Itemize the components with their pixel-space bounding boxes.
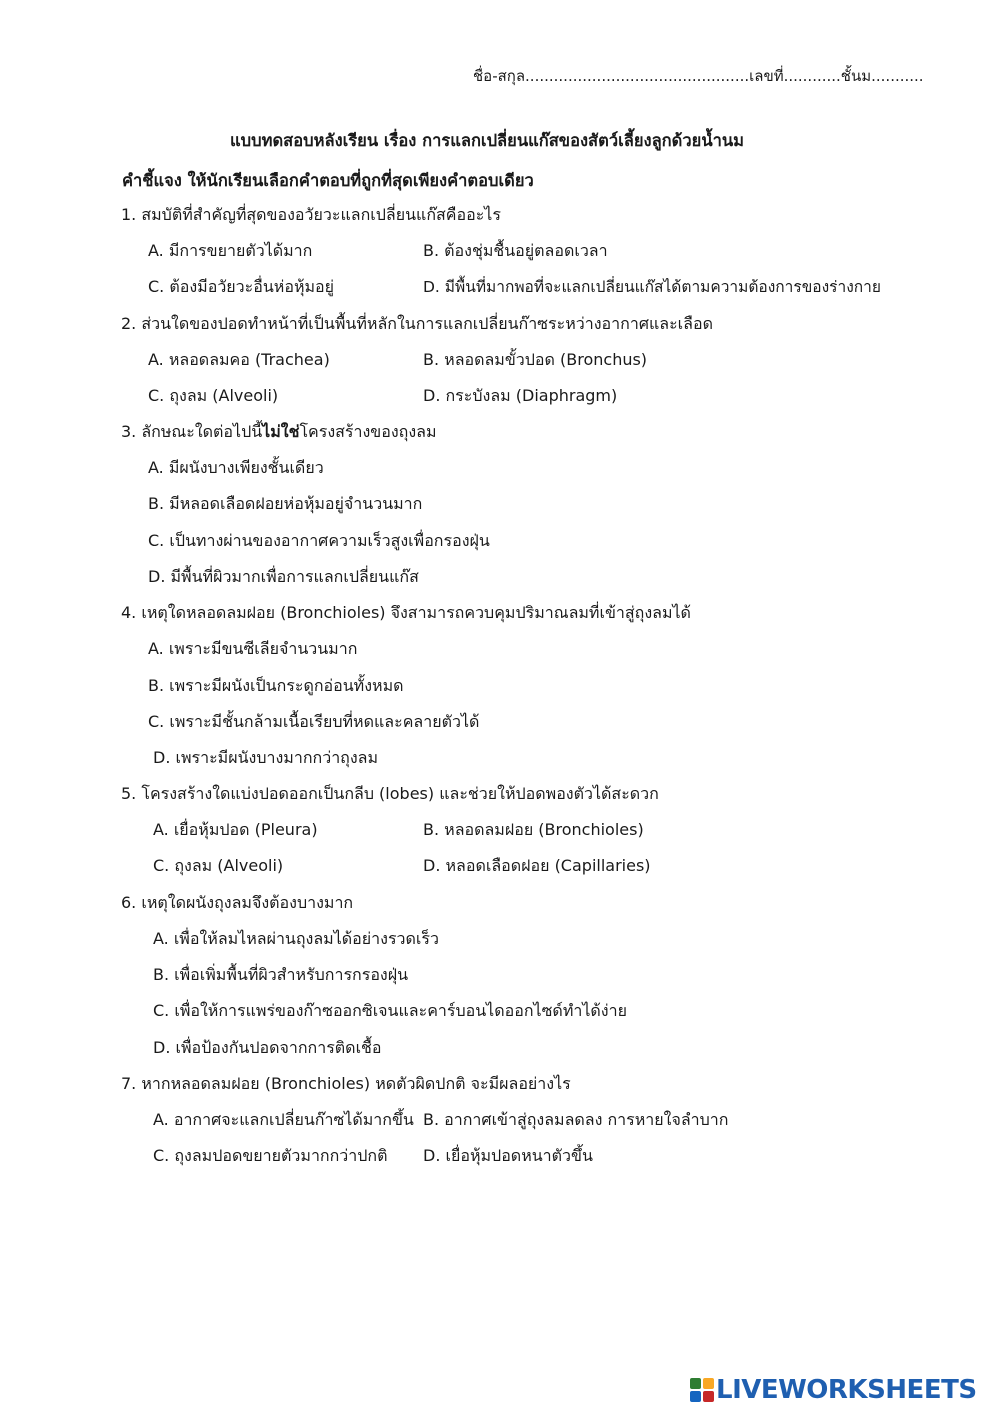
option-a[interactable]: A. มีผนังบางเพียงชั้นเดียว — [148, 458, 324, 477]
logo-text: LIVEWORKSHEETS — [716, 1375, 977, 1405]
instruction: คำชี้แจง ให้นักเรียนเลือกคำตอบที่ถูกที่สุดเพียงคำตอบเดียว — [122, 171, 534, 190]
option-d[interactable]: D. เยื่อหุ้มปอดหนาตัวขึ้น — [423, 1146, 593, 1165]
option-d[interactable]: D. มีพื้นที่มากพอที่จะแลกเปลี่ยนแก๊สได้ตามความต้องการของร่างกาย — [423, 278, 881, 296]
question-text: 1. สมบัติที่สำคัญที่สุดของอวัยวะแลกเปลี่ยนแก๊สคืออะไร — [121, 205, 501, 224]
option-c[interactable]: C. ถุงลม (Alveoli) — [148, 386, 279, 405]
option-d[interactable]: D. หลอดเลือดฝอย (Capillaries) — [423, 856, 651, 875]
option-b[interactable]: B. หลอดลมฝอย (Bronchioles) — [423, 820, 644, 839]
option-d[interactable]: D. เพราะมีผนังบางมากกว่าถุงลม — [153, 748, 379, 767]
option-b[interactable]: B. เพราะมีผนังเป็นกระดูกอ่อนทั้งหมด — [148, 676, 404, 695]
option-b[interactable]: B. หลอดลมขั้วปอด (Bronchus) — [423, 350, 648, 369]
option-a[interactable]: A. อากาศจะแลกเปลี่ยนก๊าซได้มากขึ้น — [153, 1110, 414, 1129]
question-text-emphasis: ไม่ใช่ — [262, 422, 300, 441]
question-text-post: โครงสร้างของถุงลม — [299, 422, 437, 441]
worksheet-title: แบบทดสอบหลังเรียน เรื่อง การแลกเปลี่ยนแก๊สของสัตว์เลี้ยงลูกด้วยน้ำนม — [230, 131, 745, 150]
option-c[interactable]: C. ถุงลมปอดขยายตัวมากกว่าปกติ — [153, 1146, 388, 1165]
option-a[interactable]: A. เพราะมีขนซีเลียจำนวนมาก — [148, 639, 358, 658]
question-text: 6. เหตุใดผนังถุงลมจึงต้องบางมาก — [121, 893, 354, 912]
question-text: 5. โครงสร้างใดแบ่งปอดออกเป็นกลีบ (lobes) และช่วยให้ปอดพองตัวได้สะดวก — [121, 784, 659, 803]
option-b[interactable]: B. มีหลอดเลือดฝอยห่อหุ้มอยู่จำนวนมาก — [148, 494, 423, 513]
option-a[interactable]: A. มีการขยายตัวได้มาก — [148, 241, 313, 260]
option-c[interactable]: C. ต้องมีอวัยวะอื่นห่อหุ้มอยู่ — [148, 277, 335, 296]
question-text: 4. เหตุใดหลอดลมฝอย (Bronchioles) จึงสามารถควบคุมปริมาณลมที่เข้าสู่ถุงลมได้ — [121, 603, 691, 622]
option-d[interactable]: D. กระบังลม (Diaphragm) — [423, 386, 618, 405]
option-a[interactable]: A. เยื่อหุ้มปอด (Pleura) — [153, 820, 318, 839]
liveworksheets-logo — [690, 1374, 977, 1406]
option-b[interactable]: B. เพื่อเพิ่มพื้นที่ผิวสำหรับการกรองฝุ่น — [153, 965, 409, 984]
liveworksheets-mark-icon — [690, 1378, 714, 1402]
option-a[interactable]: A. หลอดลมคอ (Trachea) — [148, 350, 330, 369]
question-text: 7. หากหลอดลมฝอย (Bronchioles) หดตัวผิดปกติ จะมีผลอย่างไร — [121, 1074, 571, 1093]
question-text-pre: 3. ลักษณะใดต่อไปนี้ — [121, 422, 263, 441]
student-name-line: ชื่อ-สกุล...............................................เลขที่............ชั้นม........... — [473, 67, 924, 85]
option-c[interactable]: C. เป็นทางผ่านของอากาศความเร็วสูงเพื่อกรองฝุ่น — [148, 531, 490, 550]
question-text — [121, 422, 437, 442]
option-b[interactable]: B. อากาศเข้าสู่ถุงลมลดลง การหายใจลำบาก — [423, 1110, 729, 1129]
option-c[interactable]: C. เพื่อให้การแพร่ของก๊าซออกซิเจนและคาร์บอนไดออกไซด์ทำได้ง่าย — [153, 1001, 627, 1020]
option-d[interactable]: D. เพื่อป้องกันปอดจากการติดเชื้อ — [153, 1038, 382, 1057]
option-c[interactable]: C. เพราะมีชั้นกล้ามเนื้อเรียบที่หดและคลายตัวได้ — [148, 712, 480, 731]
option-a[interactable]: A. เพื่อให้ลมไหลผ่านถุงลมได้อย่างรวดเร็ว — [153, 929, 439, 948]
option-c[interactable]: C. ถุงลม (Alveoli) — [153, 856, 284, 875]
option-b[interactable]: B. ต้องชุ่มชื้นอยู่ตลอดเวลา — [423, 241, 608, 260]
question-text: 2. ส่วนใดของปอดทำหน้าที่เป็นพื้นที่หลักในการแลกเปลี่ยนก๊าซระหว่างอากาศและเลือด — [121, 314, 713, 333]
option-d[interactable]: D. มีพื้นที่ผิวมากเพื่อการแลกเปลี่ยนแก๊ส — [148, 567, 419, 586]
